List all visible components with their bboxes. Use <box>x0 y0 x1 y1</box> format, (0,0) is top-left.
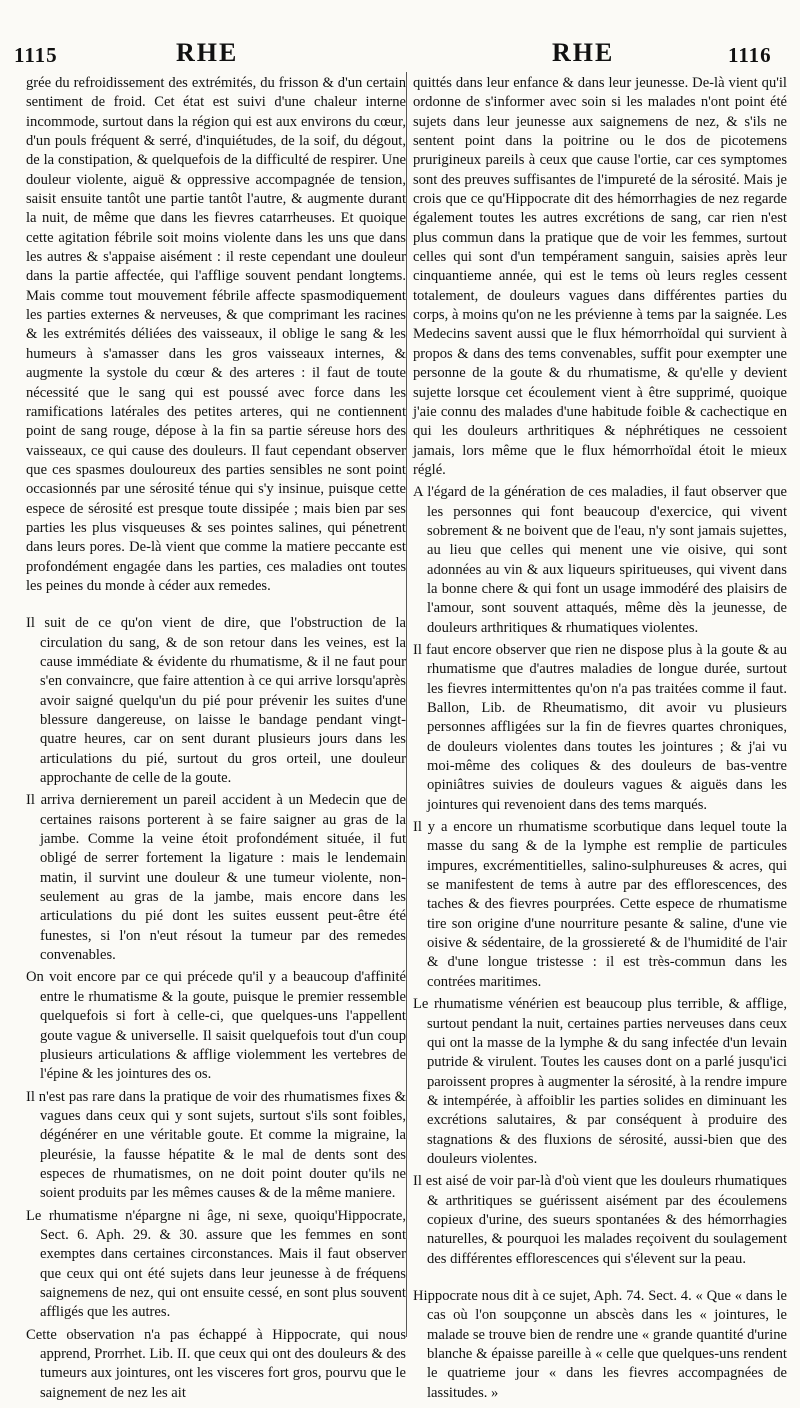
right-column <box>413 74 787 1403</box>
paragraph: grée du refroidissement des extrémités, du frisson & d'un certain sentiment de froid. Cet état est suivi d'une chaleur interne incommode, surtout dans la région qui est aux environs du cœur, d'un pouls fréquent & serré, d'inquiétudes, de la soif, du dégout, de la constipation, & quelquefois de la difficulté de respirer. Une douleur violente, aiguë & oppressive accompagnée de tension, saisit ensuite tantôt une partie tantôt l'autre, & augmente durant la nuit, de même que dans les fievres catarrheuses. Et quoique cette agitation fébrile soit moins violente dans les uns que dans les autres & s'appaise aisément : il reste cependant une douleur dans la partie affectée, qui l'afflige souvent pendant longtems. Mais comme tout mouvement fébrile affecte spasmodiquement les parties externes & nerveuses, & que comprimant les racines & les extrémités déliées des vaisseaux, il oblige le sang & les humeurs à s'amasser dans les gros vaisseaux internes, & augmente la systole du cœur & des arteres : il faut de toute nécessité que le sang qui est poussé avec force dans les ramifications latérales des petites arteres, qui ne contiennent point de sang rouge, dépose à la fin sa partie séreuse hors des vaisseaux, ce qui cause des douleurs. Il faut cependant observer que ces spasmes douloureux des parties sensibles ne sont point occasionnés par une sérosité ténue qui s'y insinue, puisque cette espece de sérosité est presque toute dissipée ; mais bien par ses parties les plus visqueuses & ses pointes salines, qui pénetrent dans leurs pores. De-là vient que comme la matiere peccante est profondément engagée dans les parties, ces maladies ont toutes les peines du monde à céder aux remedes. <box>26 75 406 594</box>
left-page-number: 1115 <box>14 43 58 67</box>
paragraph: Le rhumatisme vénérien est beaucoup plus terrible, & afflige, surtout pendant la nuit, certaines parties nerveuses dans ceux qui ont la masse de la lymphe & du sang infectée d'un levain putride & virulent. Toutes les causes dont on a parlé jusqu'ici paroissent propres à augmenter la sérosité, à la rendre impure & intempérée, à affoiblir les parties solides en diminuant les excrétions salutaires, & par conséquent à produire des stagnations & des fluxions de sérosité, aussi-bien que des douleurs violentes. <box>413 996 787 1167</box>
paragraph: Il suit de ce qu'on vient de dire, que l'obstruction de la circulation du sang, & de son retour dans les veines, est la cause immédiate & évidente du rhumatisme, & il ne faut pour s'en convaincre, que faire attention à ce qui arrive lorsqu'après avoir saigné quelqu'un du pié pour prévenir les suites d'une blessure dangereuse, on laisse le bandage pendant vingt-quatre heures, car on sent durant plusieurs jours dans les articulations du pié, surtout du gros orteil, une douleur approchante de celle de la goute. <box>26 615 406 787</box>
paragraph: quittés dans leur enfance & dans leur jeunesse. De-là vient qu'il ordonne de s'informer avec soin si les malades n'ont point été sujets dans leur jeunesse aux saignemens de nez, & s'ils ne sentent point dans la poitrine ou le dos de picotemens prurigineux pareils à ceux que cause l'ortie, car ces symptomes sont des preuves suffisantes de l'impureté de la sérosité. Mais je crois que ce qu'Hippocrate dit des hémorrhagies de nez regarde également toutes les autres excrétions de sang, car rien n'est plus commun dans la pratique que de voir les femmes, surtout celles qui sont d'un tempérament sanguin, saisies après leur cinquantieme année, qui est le tems où leurs regles cessent totalement, de douleurs vagues dans différentes parties du corps, à moins qu'on ne les prévienne à tems par la saignée. Les Medecins savent aussi que le flux hémorrhoïdal qui survient à propos & dans des tems convenables, suffit pour exempter une personne de la goute & du rhumatisme, & qu'elle y devient sujette lorsque cet écoulement vient à être supprimé, quoique j'aie connu des malades d'une habitude foible & cachectique en qui les douleurs arthritiques & néphrétiques ne cessoient jamais, lors même que le flux hémorrhoïdal étoit le mieux réglé. <box>413 75 787 478</box>
left-column <box>26 74 406 1403</box>
left-running-title: RHE <box>176 38 239 67</box>
paragraph: Il est aisé de voir par-là d'où vient que les douleurs rhumatiques & arthritiques se guérissent aisément par des écoulemens copieux d'urine, des sueurs spontanées & des hémorrhagies naturelles, & pourquoi les malades reçoivent du soulagement des différentes efflorescences qui s'élevent sur la peau. <box>413 1173 787 1267</box>
paragraph: Le rhumatisme n'épargne ni âge, ni sexe, quoiqu'Hippocrate, Sect. 6. Aph. 29. & 30. assure que les femmes en sont exemptes dans certaines circonstances. Mais il faut observer que ceux qui ont été sujets dans leur jeunesse à de fréquens saignemens de nez, qui ont ensuite cessé, en sont plus souvent affligés que les autres. <box>26 1207 406 1321</box>
paragraph: Hippocrate nous dit à ce sujet, Aph. 74. Sect. 4. « Que « dans le cas où l'on soupçonne un abscès dans les « jointures, le malade se trouve bien de rendre une « grande quantité d'urine blanche & épaisse pareille à « celle que quelques-uns rendent le quatrieme jour « dans les fievres accompagnées de lassitudes. » <box>413 1287 787 1401</box>
right-running-title: RHE <box>552 38 615 67</box>
paragraph: Il n'est pas rare dans la pratique de voir des rhumatismes fixes & vagues dans ceux qui y sont sujets, surtout s'ils sont foibles, dégénérer en une véritable goute. Et comme la migraine, la pleurésie, la fausse hépatite & le mal de dents sont des especes de rhumatismes, on ne doit point douter qu'ils ne soient produits par les mêmes causes & de la même maniere. <box>26 1088 406 1202</box>
paragraph: Il arriva dernierement un pareil accident à un Medecin que de certaines raisons porterent à se faire saigner au gras de la jambe. Comme la veine étoit profondément située, il fut obligé de serrer fortement la ligature : mais le lendemain matin, il survint une douleur & une tumeur violente, non-seulement au gras de la jambe, mais encore dans les articulations du pié dont les suites eussent peut-être été funestes, si l'on n'eut résout la tumeur par des remedes convenables. <box>26 792 406 964</box>
paragraph: Il faut encore observer que rien ne dispose plus à la goute & au rhumatisme que d'autres maladies de longue durée, surtout les fievres intermittentes qu'on n'a pas traitées comme il faut. Ballon, Lib. de Rheumatismo, dit avoir vu plusieurs personnes affligées sur la fin de fievres quartes chroniques, de douleurs violentes dans toutes les jointures ; & j'ai vu moi-même des coliques & des douleurs de bas-ventre opiniâtres suivies de douleurs vagues & aiguës dans les jointures qui revenoient dans des tems marqués. <box>413 641 787 813</box>
paragraph: On voit encore par ce qui précede qu'il y a beaucoup d'affinité entre le rhumatisme & la goute, puisque le premier ressemble quelquefois si fort à celle-ci, que quelques-uns l'appellent goute vague & universelle. Il saisit quelquefois tout d'un coup plusieurs articulations & afflige violemment les vertebres de l'épine & les jointures des os. <box>26 969 406 1083</box>
paragraph: A l'égard de la génération de ces maladies, il faut observer que les personnes qui font beaucoup d'exercice, qui vivent sobrement & ne boivent que de l'eau, n'y sont jamais sujettes, au lieu que celles qui menent une vie oisive, qui sont adonnées au vin & aux liqueurs spiritueuses, qui vivent dans la bonne chere & qui font un usage immodéré des plaisirs de l'amour, sont souvent attaqués, même dès la jeunesse, de douleurs arthritiques & rhumatiques violentes. <box>413 484 787 636</box>
paragraph: Cette observation n'a pas échappé à Hippocrate, qui nous apprend, Prorrhet. Lib. II. que ceux qui ont des douleurs & des tumeurs aux jointures, ont les visceres fort gros, pourvu que le saignement de nez les ait <box>26 1326 406 1401</box>
right-page-number: 1116 <box>728 43 772 67</box>
paragraph: Il y a encore un rhumatisme scorbutique dans lequel toute la masse du sang & de la lymphe est remplie de particules impures, excrémentitielles, salino-sulphureuses & acres, qui se manifestent de tems à autre par des efflorescences, des taches & des fievres pourprées. Cette espece de rhumatisme tire son origine d'une nourriture pesante & saline, d'une vie oisive & sédentaire, de la grossiereté & de l'humidité de l'air & d'une longue tristesse : il est très-commun dans les contrées maritimes. <box>413 819 787 990</box>
column-divider <box>406 72 407 1337</box>
